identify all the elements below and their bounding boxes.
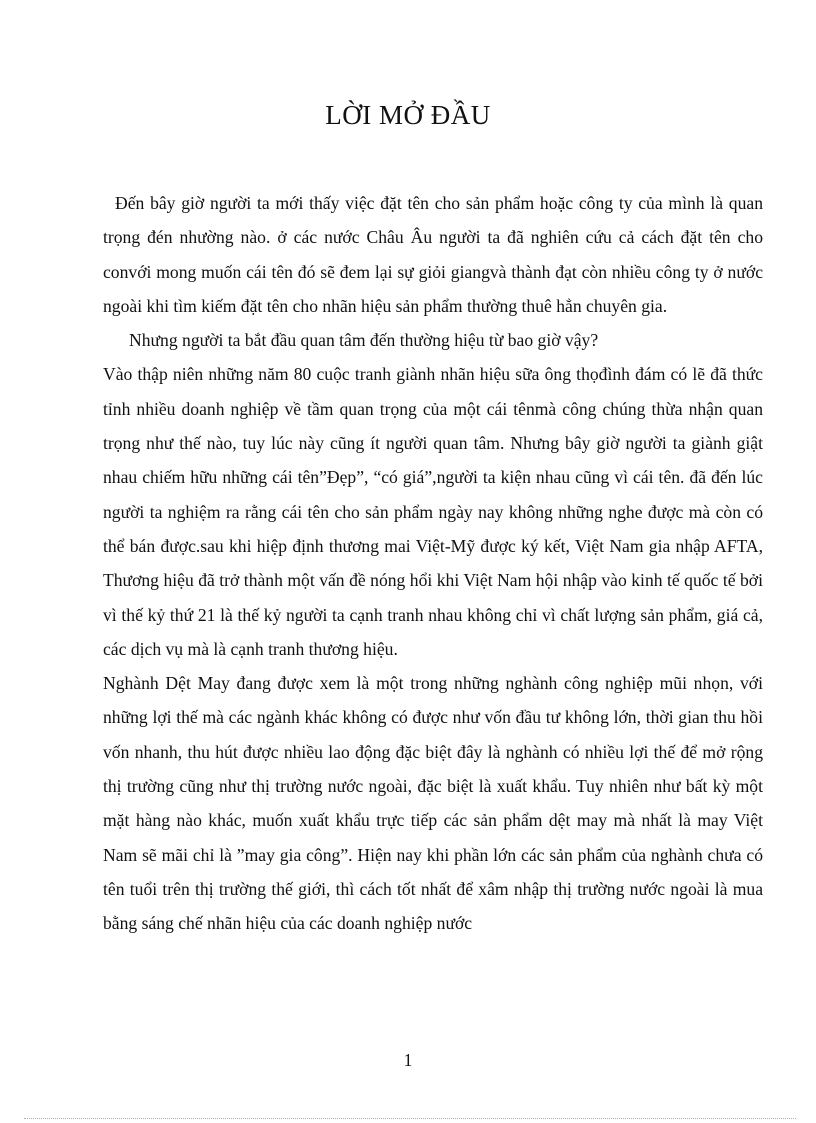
paragraph-question: Nhưng người ta bắt đầu quan tâm đến thường hiệu từ bao giờ vậy? <box>129 330 599 351</box>
paragraph-history: Vào thập niên những năm 80 cuộc tranh giành nhãn hiệu sữa ông thọđình đám có lẽ đã thức tỉnh nhiều doanh nghiệp về tầm quan trọng của một cái tênmà công chúng thừa nhận quan trọng như thế nào, tuy lúc này cũng ít người quan tâm. Nhưng bây giờ người ta giành giật nhau chiếm hữu những cái tên”Đẹp”, “có giá”,người ta kiện nhau cũng vì cái tên. đã đến lúc người ta nghiệm ra rằng cái tên cho sản phẩm ngày nay không những nghe được mà còn có thể bán được.sau khi hiệp định thương mai Việt-Mỹ được ký kết, Việt Nam gia nhập AFTA, Thương hiệu đã trở thành một vấn đề nóng hổi khi Việt Nam hội nhập vào kinh tế quốc tế bởi vì thế kỷ thứ 21 là thế kỷ người ta cạnh tranh nhau không chỉ vì chất lượng sản phẩm, giá cả, các dịch vụ mà là cạnh tranh thương hiệu. <box>103 364 763 659</box>
paragraph-intro: Đến bây giờ người ta mới thấy việc đặt tên cho sản phẩm hoặc công ty của mình là quan trọng đén nhường nào. ở các nước Châu Âu người ta đã nghiên cứu cả cách đặt tên cho convới mong muốn cái tên đó sẽ đem lại sự giỏi giangvà thành đạt còn nhiều công ty ở nước ngoài khi tìm kiếm đặt tên cho nhãn hiệu sản phẩm thường thuê hẳn chuyên gia. <box>103 193 763 316</box>
body-text <box>103 186 763 941</box>
page-number: 1 <box>403 1050 413 1070</box>
footer-divider <box>24 1118 796 1119</box>
paragraph-textile: Nghành Dệt May đang được xem là một trong những nghành công nghiệp mũi nhọn, với những lợi thế mà các ngành khác không có được như vốn đầu tư không lớn, thời gian thu hồi vốn nhanh, thu hút được nhiều lao động đặc biệt đây là nghành có nhiều lợi thế để mở rộng thị trường cũng như thị trường nước ngoài, đặc biệt là xuất khẩu. Tuy nhiên như bất kỳ một mặt hàng nào khác, muốn xuất khẩu trực tiếp các sản phẩm dệt may mà nhất là may Việt Nam sẽ mãi chỉ là ”may gia công”. Hiện nay khi phần lớn các sản phẩm của nghành chưa có tên tuổi trên thị trường thế giới, thì cách tốt nhất để xâm nhập thị trường nước ngoài là mua bằng sáng chế nhãn hiệu của các doanh nghiệp nước <box>103 673 763 934</box>
page-title: LỜI MỞ ĐẦU <box>325 100 491 130</box>
